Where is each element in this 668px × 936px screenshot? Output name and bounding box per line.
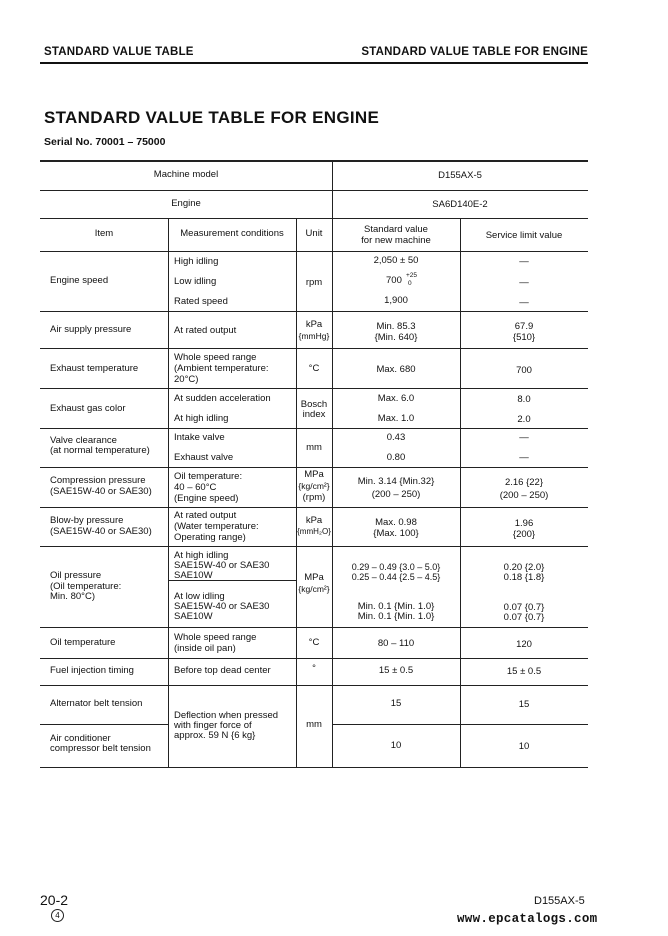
unit-text: {kg/cm²}: [298, 481, 330, 491]
condition-text: Low idling: [174, 276, 217, 287]
service-value: 8.0: [517, 394, 531, 405]
service-value: 0.18 {1.8}: [503, 572, 545, 583]
condition-text: (Engine speed): [174, 493, 239, 504]
service-value: {200}: [512, 529, 536, 540]
table-rule: [40, 507, 588, 508]
standard-value: {Min. 640}: [374, 332, 418, 343]
unit-text: °C: [308, 363, 320, 374]
engine-label: Engine: [171, 198, 201, 209]
unit-text: °: [312, 663, 316, 674]
unit-text: mm: [306, 719, 322, 730]
unit-text: index: [302, 409, 326, 420]
table-rule: [40, 218, 588, 219]
service-value: —: [519, 297, 529, 308]
condition-text: approx. 59 N {6 kg}: [174, 730, 256, 741]
table-rule: [40, 627, 588, 628]
table-rule: [40, 467, 588, 468]
condition-text: Operating range): [174, 532, 246, 543]
condition-text: At sudden acceleration: [174, 393, 271, 404]
standard-value: 2,050 ± 50: [373, 255, 419, 266]
service-value: —: [519, 452, 529, 463]
service-value: {510}: [512, 332, 536, 343]
table-rule: [168, 218, 169, 767]
service-value: 120: [516, 639, 532, 650]
item-label: (at normal temperature): [50, 445, 150, 456]
condition-text: At rated output: [174, 510, 237, 521]
table-rule: [40, 685, 588, 686]
condition-text: Deflection when pressed: [174, 710, 279, 721]
service-value: 67.9: [514, 321, 534, 332]
unit-text: MPa: [304, 469, 324, 480]
column-header-service: Service limit value: [485, 230, 563, 241]
table-rule: [40, 767, 588, 768]
unit-text: MPa: [304, 572, 324, 583]
standard-value: Min. 85.3: [376, 321, 416, 332]
item-label: Compression pressure: [50, 475, 146, 486]
item-label: compressor belt tension: [50, 743, 151, 754]
condition-text: At high idling: [174, 413, 229, 424]
table-rule: [40, 190, 588, 191]
item-label: Exhaust temperature: [50, 363, 139, 374]
service-value: 0.07 {0.7}: [503, 602, 545, 613]
standard-value: Max. 1.0: [377, 413, 415, 424]
unit-text: kPa: [305, 319, 323, 330]
revision-mark: 4: [51, 909, 64, 922]
item-label: (SAE15W-40 or SAE30): [50, 526, 152, 537]
table-rule: [40, 546, 588, 547]
serial-number: Serial No. 70001 – 75000: [44, 136, 166, 148]
standard-value: 0.80: [386, 452, 406, 463]
condition-text: (Water temperature:: [174, 521, 259, 532]
item-label: Oil pressure: [50, 570, 102, 581]
item-label: Oil temperature: [50, 637, 116, 648]
condition-text: with finger force of: [174, 720, 252, 731]
item-label: (SAE15W-40 or SAE30): [50, 486, 152, 497]
page-title: STANDARD VALUE TABLE FOR ENGINE: [44, 108, 380, 127]
table-rule: [40, 658, 588, 659]
table-rule: [40, 311, 588, 312]
item-label: Engine speed: [50, 275, 109, 286]
standard-value: (200 – 250): [371, 489, 421, 500]
standard-value: Min. 0.1 {Min. 1.0}: [357, 611, 435, 622]
column-header-conditions: Measurement conditions: [180, 228, 284, 239]
header-rule: [40, 62, 588, 64]
standard-value: 80 – 110: [377, 638, 415, 649]
service-value: 2.0: [517, 414, 531, 425]
service-value: 700: [516, 365, 532, 376]
service-value: 1.96: [514, 518, 534, 529]
condition-text: At low idling: [174, 591, 225, 602]
condition-text: SAE15W-40 or SAE30: [174, 560, 270, 571]
item-label: Air conditioner: [50, 733, 111, 744]
unit-text: rpm: [305, 277, 323, 288]
table-rule: [40, 160, 588, 162]
item-label: (Oil temperature:: [50, 581, 122, 592]
service-value: —: [519, 432, 529, 443]
condition-text: 20°C): [174, 374, 199, 385]
column-header-unit: Unit: [305, 228, 323, 239]
standard-value: Min. 0.1 {Min. 1.0}: [357, 601, 435, 612]
tolerance-lower: 0: [408, 280, 412, 287]
service-value: (200 – 250): [499, 490, 549, 501]
condition-text: High idling: [174, 256, 219, 267]
unit-text: °C: [308, 637, 320, 648]
unit-text: mm: [306, 442, 322, 453]
tolerance-upper: +25: [406, 272, 418, 279]
service-value: 15 ± 0.5: [506, 666, 542, 677]
condition-text: Oil temperature:: [174, 471, 243, 482]
machine-model-label: Machine model: [153, 169, 219, 180]
header-left: STANDARD VALUE TABLE: [44, 46, 194, 58]
unit-text: {kg/cm²}: [298, 584, 330, 594]
condition-text: 40 – 60°C: [174, 482, 217, 493]
condition-text: SAE10W: [174, 611, 213, 622]
condition-text: (Ambient temperature:: [174, 363, 269, 374]
header-right: STANDARD VALUE TABLE FOR ENGINE: [361, 46, 588, 58]
machine-model-value: D155AX-5: [438, 170, 482, 181]
standard-value: 0.29 – 0.49 {3.0 – 5.0}: [351, 562, 441, 572]
service-value: —: [519, 256, 529, 267]
unit-text: (rpm): [302, 492, 326, 503]
item-label: Min. 80°C): [50, 591, 95, 602]
condition-text: Intake valve: [174, 432, 225, 443]
service-value: 2.16 {22}: [504, 477, 544, 488]
item-label: Fuel injection timing: [50, 665, 134, 676]
item-label: Exhaust gas color: [50, 403, 126, 414]
item-label: Blow-by pressure: [50, 515, 124, 526]
service-value: 10: [518, 741, 530, 752]
condition-text: Whole speed range: [174, 352, 257, 363]
condition-text: SAE10W: [174, 570, 213, 581]
table-rule: [40, 251, 588, 252]
condition-text: At high idling: [174, 550, 229, 561]
standard-value: 10: [390, 740, 402, 751]
table-rule: [40, 388, 588, 389]
table-rule: [40, 348, 588, 349]
unit-text: Bosch: [300, 399, 328, 410]
standard-value: 700: [386, 275, 402, 286]
standard-value: Max. 680: [376, 364, 416, 375]
watermark-url: www.epcatalogs.com: [457, 912, 598, 926]
item-label: Valve clearance: [50, 435, 117, 446]
service-value: 0.07 {0.7}: [503, 612, 545, 623]
unit-text: {mmH₂O}: [297, 527, 331, 536]
page-number: 20-2: [40, 892, 69, 908]
condition-text: Whole speed range: [174, 632, 257, 643]
column-header-standard: Standard value: [364, 224, 428, 235]
service-value: —: [519, 277, 529, 288]
condition-text: Exhaust valve: [174, 452, 234, 463]
service-value: 0.20 {2.0}: [503, 562, 545, 573]
table-rule: [40, 428, 588, 429]
standard-value: 1,900: [384, 295, 408, 306]
condition-text: Before top dead center: [174, 665, 271, 676]
engine-value: SA6D140E-2: [432, 199, 488, 210]
table-rule: [40, 724, 168, 725]
column-header-item: Item: [94, 228, 114, 239]
unit-text: {mmHg}: [298, 331, 330, 341]
column-header-standard: for new machine: [361, 235, 431, 246]
standard-value: Max. 6.0: [377, 393, 415, 404]
condition-text: SAE15W-40 or SAE30: [174, 601, 270, 612]
standard-value: {Max. 100}: [373, 528, 419, 539]
standard-value: Max. 0.98: [375, 517, 417, 528]
item-label: Air supply pressure: [50, 324, 132, 335]
condition-text: Rated speed: [174, 296, 228, 307]
standard-value: 0.25 – 0.44 {2.5 – 4.5}: [351, 572, 441, 582]
item-label: Alternator belt tension: [50, 698, 143, 709]
unit-text: kPa: [305, 515, 323, 526]
standard-value: 0.43: [386, 432, 406, 443]
service-value: 15: [518, 699, 530, 710]
condition-text: At rated output: [174, 325, 237, 336]
footer-model: D155AX-5: [534, 895, 585, 907]
condition-text: (inside oil pan): [174, 643, 236, 654]
standard-value: Min. 3.14 {Min.32}: [357, 476, 435, 487]
standard-value: 15: [390, 698, 402, 709]
standard-value: 15 ± 0.5: [378, 665, 414, 676]
